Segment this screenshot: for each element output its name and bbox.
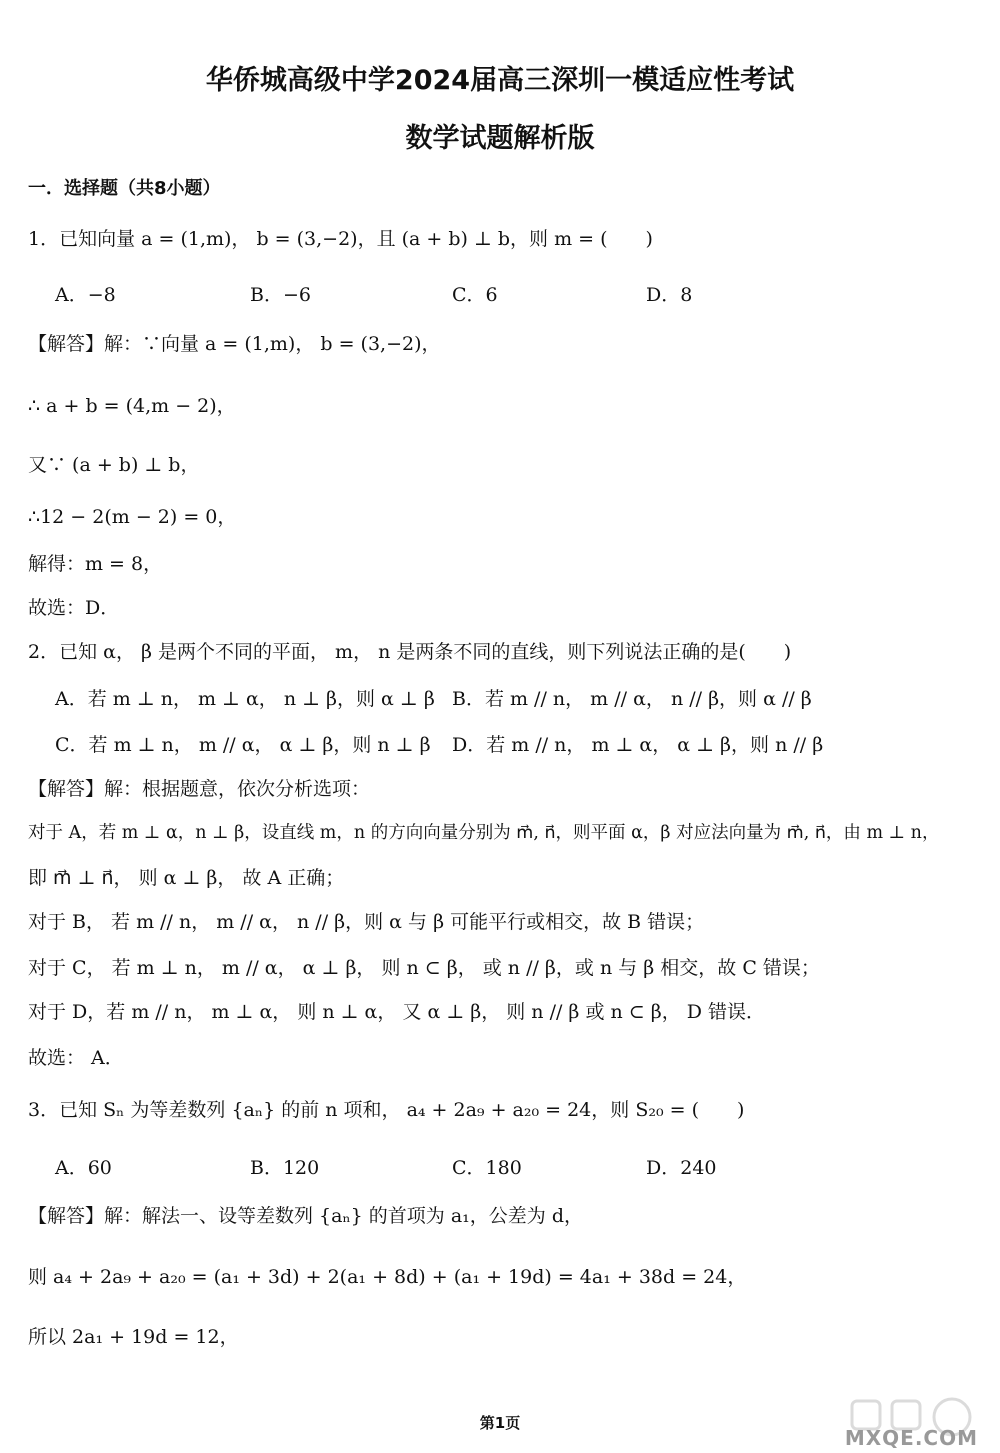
- q2-solution-line: 对于 B， 若 m // n， m // α， n // β，则 α 与 β 可能平行或相交，故 B 错误；: [28, 911, 705, 933]
- q2-solution-line: 对于 A，若 m ⊥ α，n ⊥ β，设直线 m，n 的方向向量分别为 m⃗, n⃗，则平面 α，β 对应法向量为 m⃗, n⃗，由 m ⊥ n，: [28, 823, 940, 843]
- q2-solution-line: 对于 D，若 m // n， m ⊥ α， 则 n ⊥ α， 又 α ⊥ β， 则 n // β 或 n ⊂ β， D 错误．: [28, 1001, 766, 1023]
- q2-option-b: B．若 m // n， m // α， n // β，则 α // β: [452, 688, 812, 710]
- q1-option-d: D．8: [646, 284, 693, 306]
- q3-option-a: A．60: [55, 1157, 112, 1179]
- q1-solution-line: ∴12 − 2(m − 2) = 0，: [28, 506, 237, 528]
- q3-solution-line: 则 a₄ + 2a₉ + a₂₀ = (a₁ + 3d) + 2(a₁ + 8d) + (a₁ + 19d) = 4a₁ + 38d = 24，: [28, 1266, 747, 1288]
- q3-solution-line: 【解答】解：解法一、设等差数列 {aₙ} 的首项为 a₁，公差为 d，: [28, 1205, 583, 1227]
- q1-option-a: A．−8: [55, 284, 116, 306]
- q2-solution-line: 即 m⃗ ⊥ n⃗， 则 α ⊥ β， 故 A 正确；: [28, 867, 345, 889]
- q2-option-c: C．若 m ⊥ n， m // α， α ⊥ β，则 n ⊥ β: [55, 734, 431, 756]
- q3-solution-line: 所以 2a₁ + 19d = 12，: [28, 1326, 239, 1348]
- question-2-stem: 2．已知 α， β 是两个不同的平面， m， n 是两条不同的直线，则下列说法正确的是( ): [28, 641, 792, 663]
- q3-option-d: D．240: [646, 1157, 717, 1179]
- q2-solution-line: 【解答】解：根据题意，依次分析选项：: [28, 778, 371, 800]
- page-number: 第1页: [479, 1414, 521, 1432]
- section-heading: 一．选择题（共8小题）: [28, 178, 221, 199]
- question-1-stem: 1．已知向量 a = (1,m)， b = (3,−2)，且 (a + b) ⊥ b，则 m = ( ): [28, 228, 653, 250]
- q1-solution-line: 又∵ (a + b) ⊥ b，: [28, 454, 200, 476]
- q3-option-c: C．180: [452, 1157, 522, 1179]
- question-3-stem: 3．已知 Sₙ 为等差数列 {aₙ} 的前 n 项和， a₄ + 2a₉ + a₂₀ = 24，则 S₂₀ = ( ): [28, 1099, 745, 1121]
- q1-solution-line: 解得：m = 8，: [28, 553, 163, 575]
- q3-option-b: B．120: [250, 1157, 320, 1179]
- q1-option-c: C．6: [452, 284, 498, 306]
- watermark-text: MXQE.COM: [844, 1426, 978, 1450]
- q2-solution-line: 对于 C， 若 m ⊥ n， m // α， α ⊥ β， 则 n ⊂ β， 或 n // β，或 n 与 β 相交，故 C 错误；: [28, 957, 820, 979]
- q1-solution-line: ∴ a + b = (4,m − 2)，: [28, 395, 236, 417]
- page-title: 华侨城高级中学2024届高三深圳一模适应性考试: [205, 65, 795, 96]
- q2-option-d: D．若 m // n， m ⊥ α， α ⊥ β，则 n // β: [452, 734, 824, 756]
- page-subtitle: 数学试题解析版: [405, 123, 595, 154]
- q1-option-b: B．−6: [250, 284, 311, 306]
- q2-solution-line: 故选： A．: [28, 1047, 124, 1069]
- q2-option-a: A．若 m ⊥ n， m ⊥ α， n ⊥ β，则 α ⊥ β: [55, 688, 435, 710]
- q1-solution-line: 故选：D．: [28, 597, 120, 619]
- q1-solution-line: 【解答】解：∵向量 a = (1,m)， b = (3,−2)，: [28, 333, 441, 355]
